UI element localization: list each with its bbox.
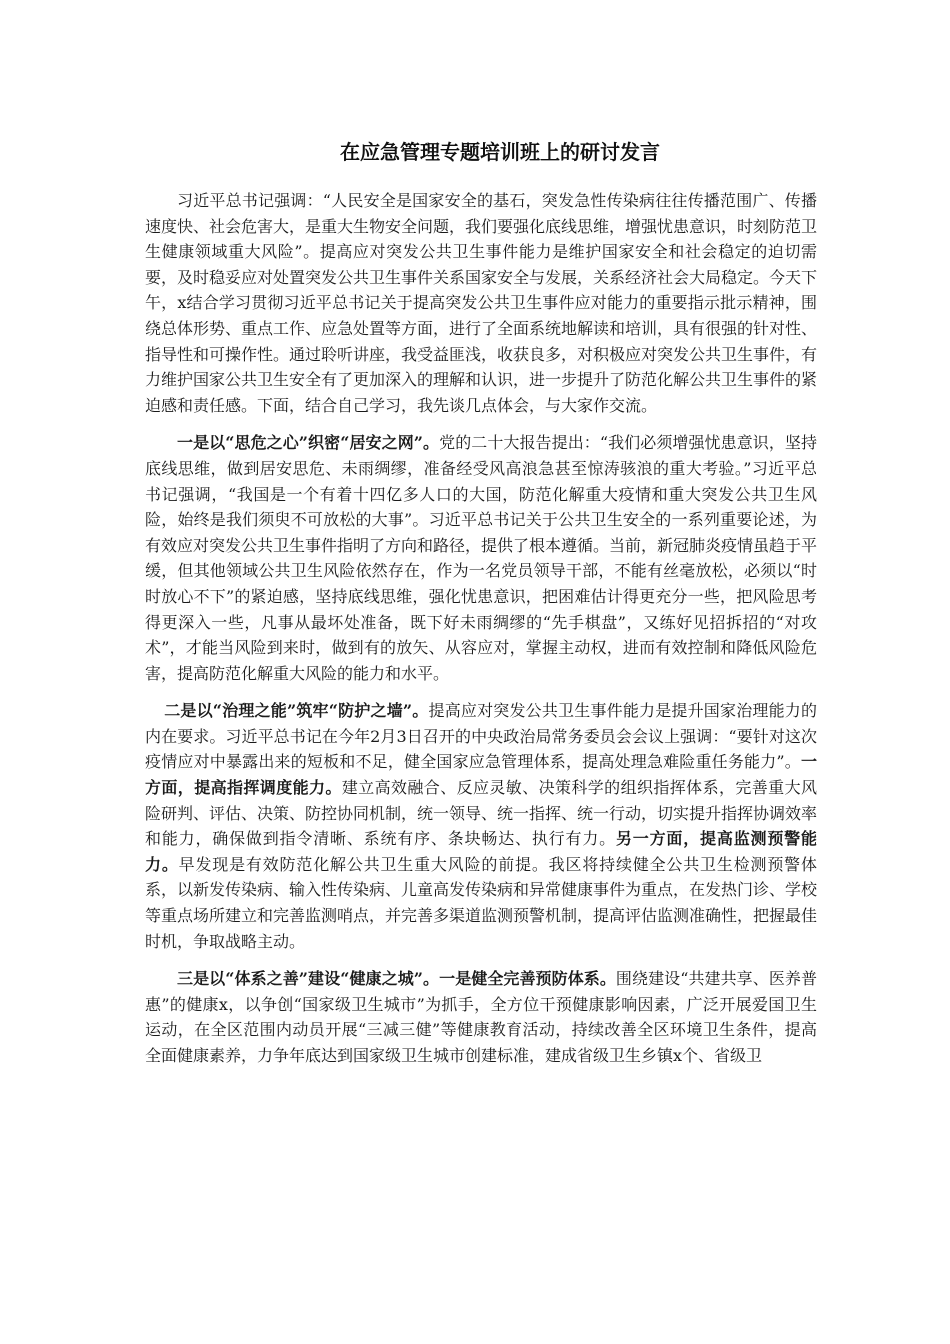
paragraph-point-one	[145, 430, 817, 686]
point-heading: 一是以“思危之心”织密“居安之网”。	[177, 433, 440, 453]
paragraph-text: 早发现是有效防范化解公共卫生重大风险的前提。我区将持续健全公共卫生检测预警体系，以新发传染病、输入性传染病、儿童高发传染病和异常健康事件为重点，在发热门诊、学校等重点场所建立和完善监测哨点，并完善多渠道监测预警机制，提高评估监测准确性，把握最佳时机，争取战略主动。	[145, 854, 818, 951]
document-title: 在应急管理专题培训班上的研讨发言	[340, 140, 660, 164]
point-heading: 三是以“体系之善”建设“健康之城”。	[177, 969, 440, 989]
paragraph-point-three	[145, 966, 817, 1068]
sub-point-heading: 一是健全完善预防体系。	[439, 969, 616, 989]
paragraph-text: 建立高效融合、反应灵敏、决策科学的组织指挥体系，完善重大风险研判、评估、决策、防控协同机制，统一领导、统一指挥、统一行动，切实提升指挥协调效率和能力，确保做到指令清晰、系统有序、条块畅达、执行有力。	[145, 778, 818, 849]
paragraph-text: 围绕建设“共建共享、医养普惠”的健康x，以争创“国家级卫生城市”为抓手，全方位干预健康影响因素，广泛开展爱国卫生运动，在全区范围内动员开展“三减三健”等健康教育活动，持续改善全区环境卫生条件，提高全面健康素养，力争年底达到国家级卫生城市创建标准，建成省级卫生乡镇x个、省级卫	[145, 969, 817, 1065]
document-body	[145, 188, 817, 1069]
paragraph-point-two	[145, 698, 817, 954]
sub-point-heading: 另一方面，提高监测预警能力。	[145, 829, 817, 874]
paragraph-text: 提高应对突发公共卫生事件能力是提升国家治理能力的内在要求。习近平总书记在今年2月3日召开的中央政治局常务委员会会议上强调：“要针对这次疫情应对中暴露出来的短板和不足，健全国家应急管理体系，提高处理急难险重任务能力”。	[145, 701, 817, 772]
point-heading: 二是以“治理之能”筑牢“防护之墙”。	[164, 701, 429, 721]
sub-point-heading: 一方面，提高指挥调度能力。	[145, 752, 817, 798]
paragraph-text: 习近平总书记强调：“人民安全是国家安全的基石，突发急性传染病往往传播范围广、传播速度快、社会危害大，是重大生物安全问题，我们要强化底线思维，增强忧患意识，时刻防范卫生健康领域重大风险”。提高应对突发公共卫生事件能力是维护国家安全和社会稳定的迫切需要，及时稳妥应对处置突发公共卫生事件关系国家安全与发展，关系经济社会大局稳定。今天下午，x结合学习贯彻习近平总书记关于提高突发公共卫生事件应对能力的重要指示批示精神，围绕总体形势、重点工作、应急处置等方面，进行了全面系统地解读和培训，具有很强的针对性、指导性和可操作性。通过聆听讲座，我受益匪浅，收获良多，对积极应对突发公共卫生事件，有力维护国家公共卫生安全有了更加深入的理解和认识，进一步提升了防范化解公共卫生事件的紧迫感和责任感。下面，结合自己学习，我先谈几点体会，与大家作交流。	[145, 191, 818, 415]
paragraph-intro	[145, 188, 817, 418]
paragraph-text: 党的二十大报告提出：“我们必须增强忧患意识，坚持底线思维，做到居安思危、未雨绸缪，准备经受风高浪急甚至惊涛骇浪的重大考验。”习近平总书记强调，“我国是一个有着十四亿多人口的大国，防范化解重大疫情和重大突发公共卫生风险，始终是我们须臾不可放松的大事”。习近平总书记关于公共卫生安全的一系列重要论述，为有效应对突发公共卫生事件指明了方向和路径，提供了根本遵循。当前，新冠肺炎疫情虽趋于平缓，但其他领域公共卫生风险依然存在，作为一名党员领导干部，不能有丝毫放松，必须以“时时放心不下”的紧迫感，坚持底线思维，强化忧患意识，把困难估计得更充分一些，把风险思考得更深入一些，凡事从最坏处准备，既下好未雨绸缪的“先手棋盘”，又练好见招拆招的“对攻术”，才能当风险到来时，做到有的放矢、从容应对，掌握主动权，进而有效控制和降低风险危害，提高防范化解重大风险的能力和水平。	[145, 433, 818, 683]
